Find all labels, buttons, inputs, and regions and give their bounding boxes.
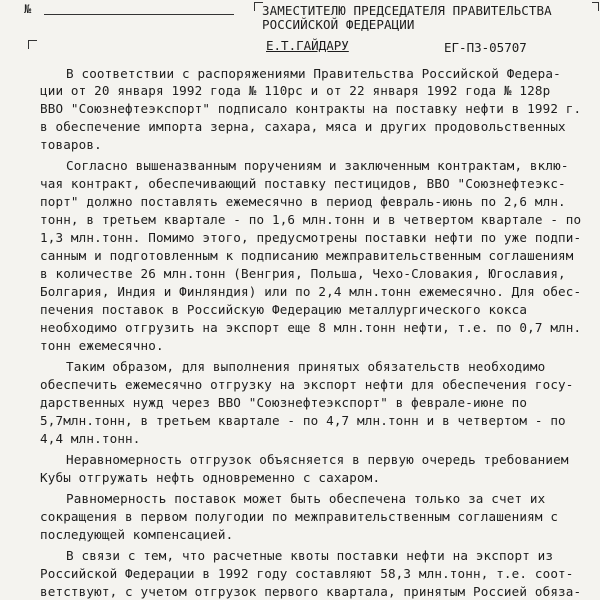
document-number-label: № <box>24 2 32 16</box>
text-line: 4,4 млн.тонн. <box>40 431 141 446</box>
text-line: В связи с тем, что расчетные квоты поставки нефти на экспорт из <box>66 548 554 563</box>
text-line: товаров. <box>40 137 102 152</box>
addressee-line: РОССИЙСКОЙ ФЕДЕРАЦИИ <box>262 17 415 32</box>
text-line: В соответствии с распоряжениями Правительства Российской Федера- <box>66 66 561 81</box>
addressee-line: ЗАМЕСТИТЕЛЮ ПРЕДСЕДАТЕЛЯ ПРАВИТЕЛЬСТВА <box>262 3 552 18</box>
text-line: 1,3 млн.тонн. Помимо этого, предусмотрены поставки нефти по уже подпи- <box>40 230 582 245</box>
document-id: ЕГ-ПЗ-05707 <box>444 40 527 55</box>
text-line: дарственных нужд через ВВО "Союзнефтеэкспорт" в феврале-июне по <box>40 395 528 410</box>
text-line: Болгария, Индия и Финляндия) или по 2,4 млн.тонн ежемесячно. Для обес- <box>40 284 582 299</box>
text-line: Российской Федерации в 1992 году составляют 58,3 млн.тонн, т.е. соот- <box>40 566 574 581</box>
text-line: в количестве 26 млн.тонн (Венгрия, Польша, Чехо-Словакия, Югославия, <box>40 266 566 281</box>
text-line: сокращения в первом полугодии по межправительственным соглашениям с <box>40 509 559 524</box>
text-line: Согласно вышеназванным поручениям и заключенным контрактам, вклю- <box>66 158 569 173</box>
text-line: необходимо отгрузить на экспорт еще 8 млн.тонн нефти, т.е. по 0,7 млн. <box>40 320 582 335</box>
text-line: в обеспечение импорта зерна, сахара, мяса и других продовольственных <box>40 119 566 134</box>
text-line: Неравномерность отгрузок объясняется в первую очередь требованием <box>66 452 569 467</box>
text-line: чая контракт, обеспечивающий поставку пестицидов, ВВО "Союзнефтеэкс- <box>40 176 566 191</box>
text-line: ветствуют, с учетом отгрузок первого квартала, принятым Россией обяза- <box>40 584 582 599</box>
text-line: тонн, в третьем квартале - по 1,6 млн.тонн и в четвертом квартале - по <box>40 212 582 227</box>
text-line: Кубы отгружать нефть одновременно с сахаром. <box>40 470 381 485</box>
text-line: обеспечить ежемесячно отгрузку на экспорт нефти для обеспечения госу- <box>40 377 574 392</box>
text-line: ВВО "Союзнефтеэкспорт" подписало контракты на поставку нефти в 1992 г. <box>40 101 582 116</box>
corner-mark <box>28 40 37 49</box>
text-line: тонн ежемесячно. <box>40 338 164 353</box>
text-line: печения поставок в Российскую Федерацию металлургического кокса <box>40 302 528 317</box>
text-line: порт" должно поставлять ежемесячно в период февраль-июнь по 2,6 млн. <box>40 194 566 209</box>
addressee-name: Е.Т.ГАЙДАРУ <box>266 38 349 53</box>
text-line: Таким образом, для выполнения принятых обязательств необходимо <box>66 359 546 374</box>
addressee-block <box>262 4 552 32</box>
text-line: ции от 20 января 1992 года № 110рс и от 22 января 1992 года № 128р <box>40 83 551 98</box>
text-line: Равномерность поставок может быть обеспечена только за счет их <box>66 491 546 506</box>
document-number-line <box>44 14 234 15</box>
text-line: 5,7млн.тонн, в третьем квартале - по 4,7 млн.тонн и в четвертом - по <box>40 413 566 428</box>
text-line: санным и подготовленным к подписанию межправительственным соглашениям <box>40 248 574 263</box>
address-corner-mark <box>592 2 599 11</box>
text-line: последующей компенсацией. <box>40 527 234 542</box>
